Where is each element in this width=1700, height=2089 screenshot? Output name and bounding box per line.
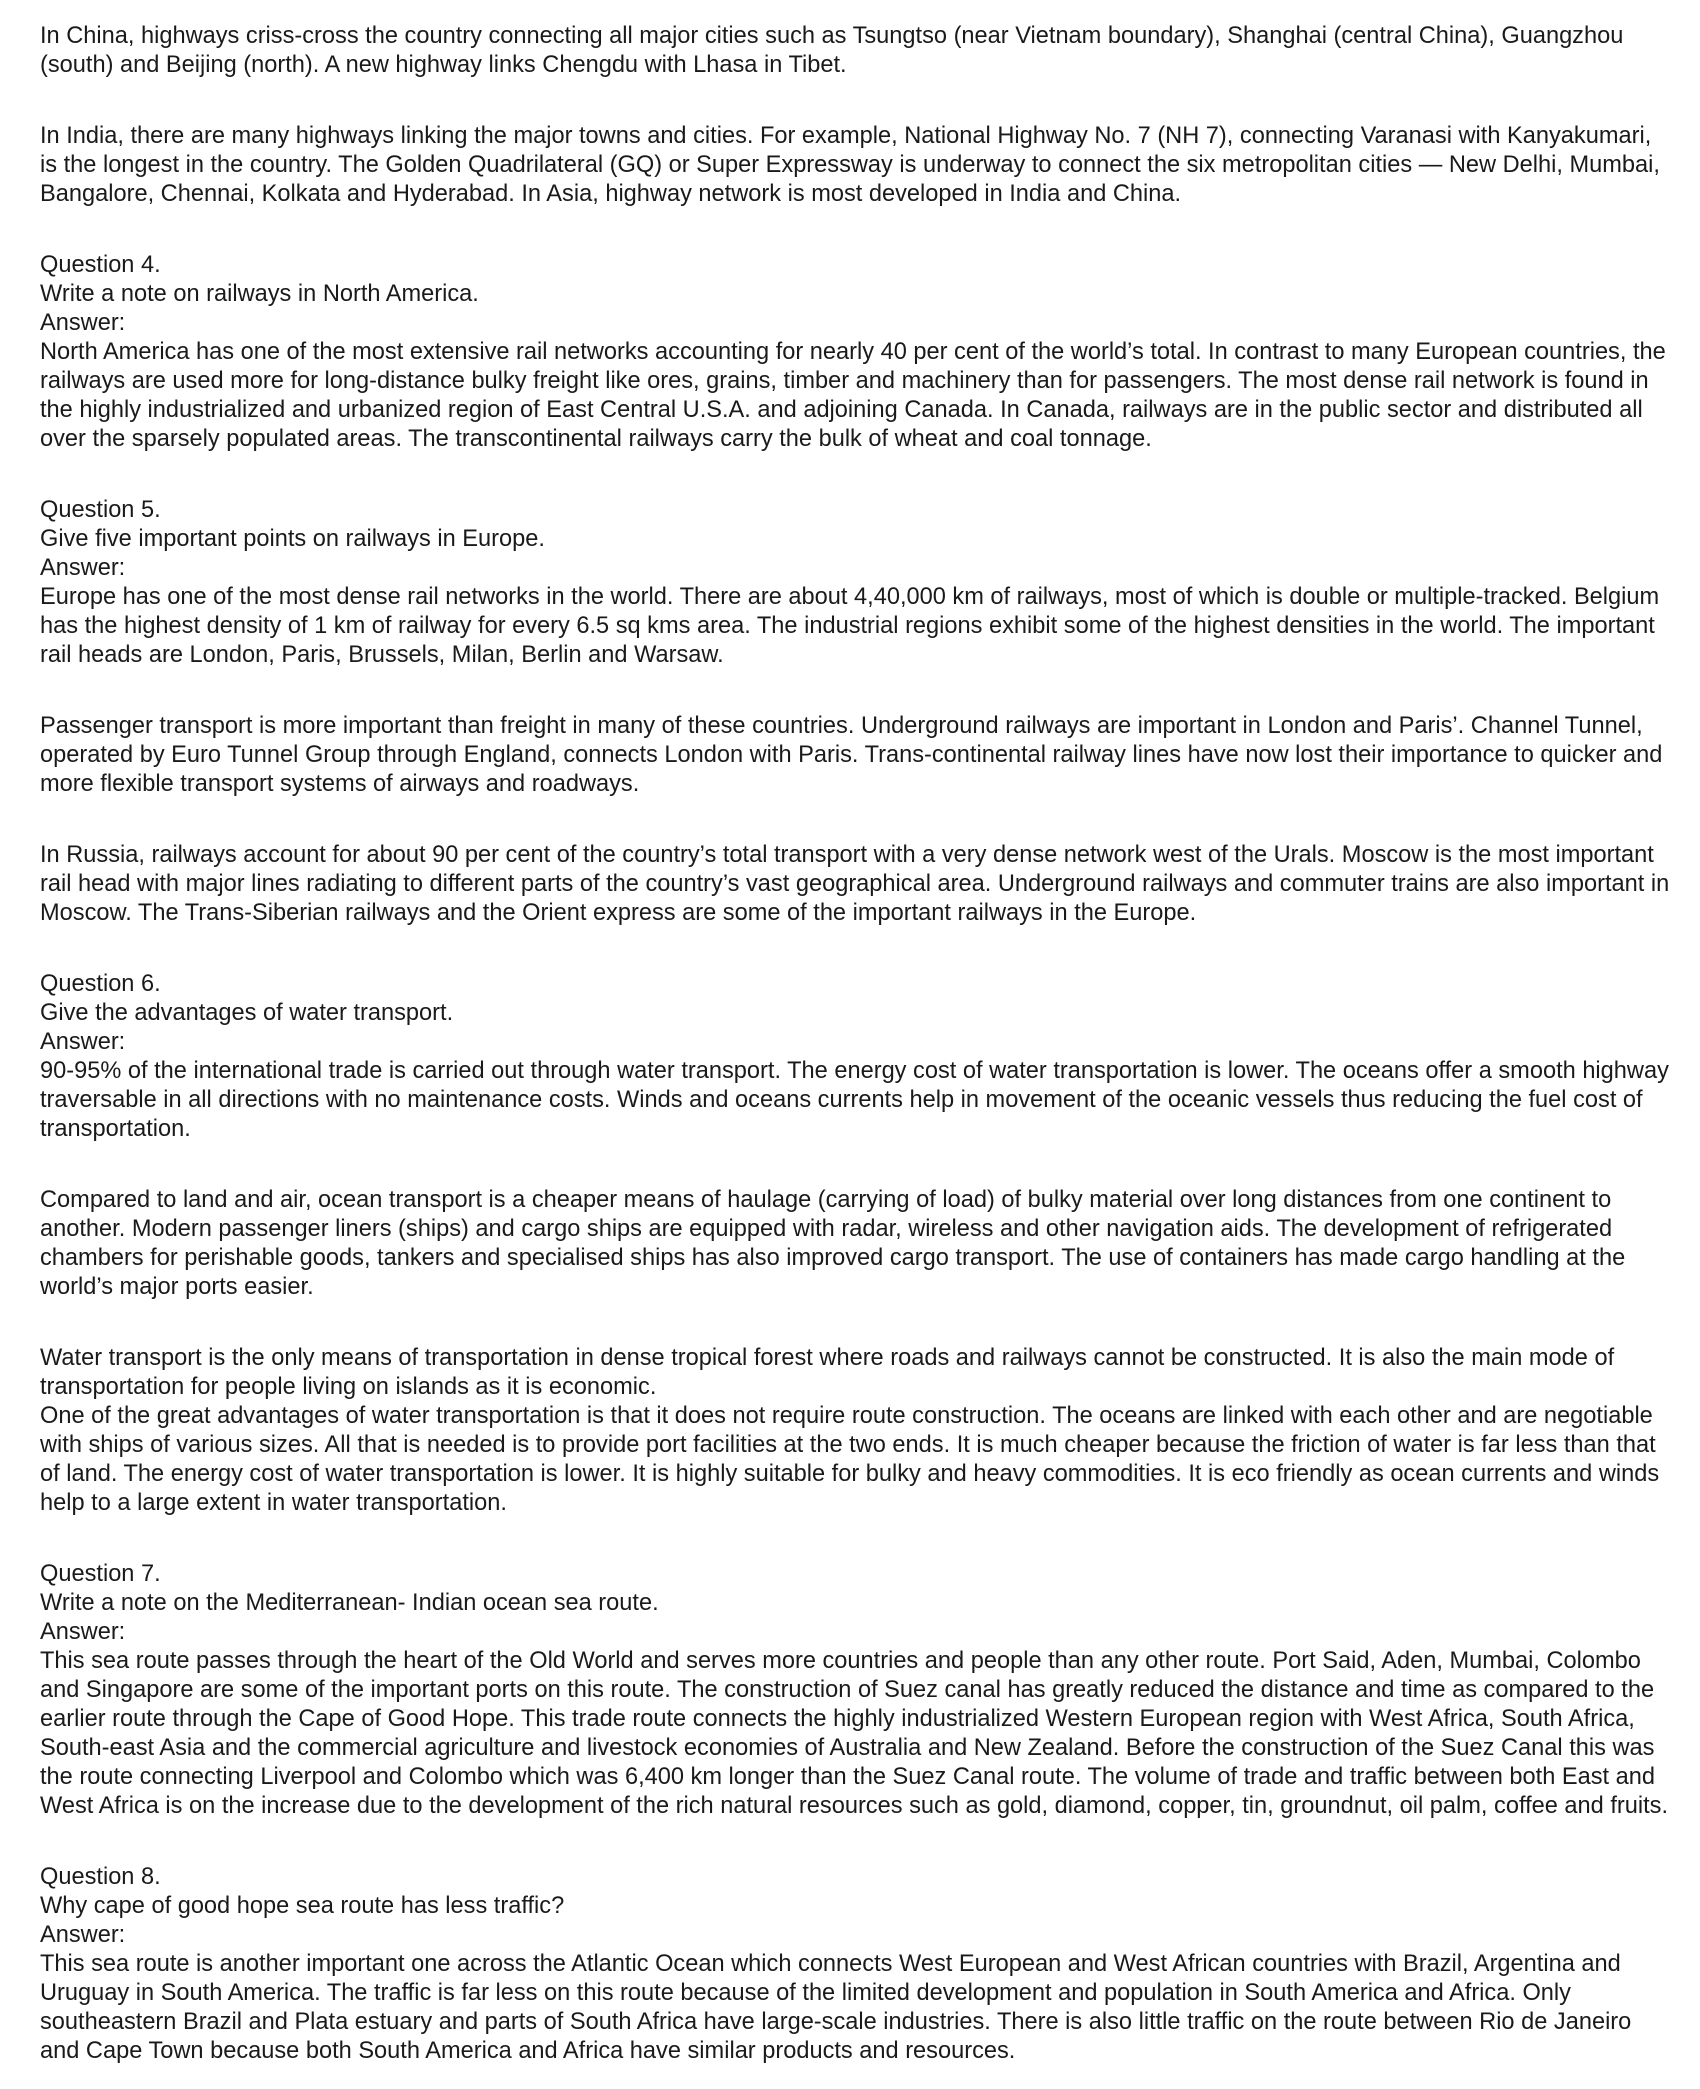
answer-paragraph: Europe has one of the most dense rail networks in the world. There are about 4,40,000 km of railways, most of which is double or multiple-tracked. Belgium has the highest density of 1 km of railway for every 6.5 sq kms area. The industrial regions exhibit some of the highest densities in the world. The important rail heads are London, Paris, Brussels, Milan, Berlin and Warsaw. xyxy=(40,584,1660,668)
question-text: Why cape of good hope sea route has less traffic? xyxy=(40,1893,565,1919)
paragraph-china-highways: In China, highways criss-cross the country connecting all major cities such as Tsungtso (near Vietnam boundary), Shanghai (central China), Guangzhou (south) and Beijing (north). A new highway links Chengdu with Lhasa in Tibet. xyxy=(40,23,1624,78)
answer-paragraph: One of the great advantages of water transportation is that it does not require route construction. The oceans are linked with each other and are negotiable with ships of various sizes. All that is needed is to provide port facilities at the two ends. It is much cheaper because the friction of water is far less than that of land. The energy cost of water transportation is lower. It is highly suitable for bulky and heavy commodities. It is eco friendly as ocean currents and winds help to a large extent in water transportation. xyxy=(40,1403,1660,1516)
answer-label: Answer: xyxy=(40,1619,126,1645)
question-label: Question 6. xyxy=(40,971,161,997)
answer-label: Answer: xyxy=(40,555,126,581)
question-text: Give five important points on railways in Europe. xyxy=(40,526,545,552)
answer-paragraph: This sea route is another important one across the Atlantic Ocean which connects West European and West African countries with Brazil, Argentina and Uruguay in South America. The traffic is far less on this route because of the limited development and population in South America and Africa. Only southeastern Brazil and Plata estuary and parts of South Africa have large-scale industries. There is also little traffic on the route between Rio de Janeiro and Cape Town because both South America and Africa have similar products and resources. xyxy=(40,1951,1632,2064)
answer-paragraph: This sea route passes through the heart of the Old World and serves more countries and people than any other route. Port Said, Aden, Mumbai, Colombo and Singapore are some of the important ports on this route. The construction of Suez canal has greatly reduced the distance and time as compared to the earlier route through the Cape of Good Hope. This trade route connects the highly industrialized Western European region with West Africa, South Africa, South-east Asia and the commercial agriculture and livestock economies of Australia and New Zealand. Before the construction of the Suez Canal this was the route connecting Liverpool and Colombo which was 6,400 km longer than the Suez Canal route. The volume of trade and traffic between both East and West Africa is on the increase due to the development of the rich natural resources such as gold, diamond, copper, tin, groundnut, oil palm, coffee and fruits. xyxy=(40,1648,1669,1819)
question-label: Question 7. xyxy=(40,1561,161,1587)
answer-paragraph: In Russia, railways account for about 90 per cent of the country’s total transport with a very dense network west of the Urals. Moscow is the most important rail head with major lines radiating to different parts of the country’s vast geographical area. Underground railways and commuter trains are also important in Moscow. The Trans-Siberian railways and the Orient express are some of the important railways in the Europe. xyxy=(40,842,1670,926)
question-text: Write a note on the Mediterranean- Indian ocean sea route. xyxy=(40,1590,659,1616)
answer-label: Answer: xyxy=(40,1029,126,1055)
question-block-4 xyxy=(40,251,1670,454)
answer-paragraph: Water transport is the only means of transportation in dense tropical forest where roads and railways cannot be constructed. It is also the main mode of transportation for people living on islands as it is economic. xyxy=(40,1345,1615,1400)
question-block-6 xyxy=(40,970,1670,1518)
answer-paragraph: North America has one of the most extensive rail networks accounting for nearly 40 per cent of the world’s total. In contrast to many European countries, the railways are used more for long-distance bulky freight like ores, grains, timber and machinery than for passengers. The most dense rail network is found in the highly industrialized and urbanized region of East Central U.S.A. and adjoining Canada. In Canada, railways are in the public sector and distributed all over the sparsely populated areas. The transcontinental railways carry the bulk of wheat and coal tonnage. xyxy=(40,339,1666,452)
paragraph-india-highways: In India, there are many highways linking the major towns and cities. For example, National Highway No. 7 (NH 7), connecting Varanasi with Kanyakumari, is the longest in the country. The Golden Quadrilateral (GQ) or Super Expressway is underway to connect the six metropolitan cities — New Delhi, Mumbai, Bangalore, Chennai, Kolkata and Hyderabad. In Asia, highway network is most developed in India and China. xyxy=(40,123,1660,207)
question-label: Question 8. xyxy=(40,1864,161,1890)
question-label: Question 5. xyxy=(40,497,161,523)
question-text: Write a note on railways in North America. xyxy=(40,281,479,307)
answer-paragraph: Passenger transport is more important than freight in many of these countries. Underground railways are important in London and Paris’. Channel Tunnel, operated by Euro Tunnel Group through England, connects London with Paris. Trans-continental railway lines have now lost their importance to quicker and more flexible transport systems of airways and roadways. xyxy=(40,713,1663,797)
answer-paragraph: Compared to land and air, ocean transport is a cheaper means of haulage (carrying of load) of bulky material over long distances from one continent to another. Modern passenger liners (ships) and cargo ships are equipped with radar, wireless and other navigation aids. The development of refrigerated chambers for perishable goods, tankers and specialised ships has also improved cargo transport. The use of containers has made cargo handling at the world’s major ports easier. xyxy=(40,1187,1626,1300)
answer-paragraph: 90-95% of the international trade is carried out through water transport. The energy cost of water transportation is lower. The oceans offer a smooth highway traversable in all directions with no maintenance costs. Winds and oceans currents help in movement of the oceanic vessels thus reducing the fuel cost of transportation. xyxy=(40,1058,1669,1142)
question-text: Give the advantages of water transport. xyxy=(40,1000,454,1026)
question-block-7 xyxy=(40,1560,1670,1821)
question-block-8 xyxy=(40,1863,1670,2066)
question-label: Question 4. xyxy=(40,252,161,278)
question-block-5 xyxy=(40,496,1670,928)
answer-label: Answer: xyxy=(40,1922,126,1948)
answer-label: Answer: xyxy=(40,310,126,336)
